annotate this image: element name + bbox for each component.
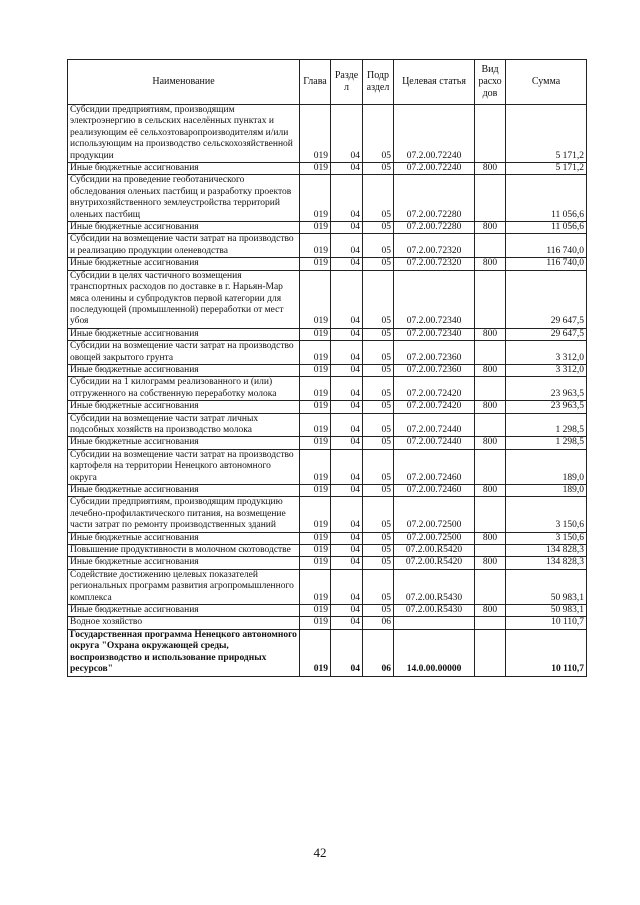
cell-sum: 23 963,5: [506, 401, 587, 413]
cell-razdel: 04: [331, 437, 363, 449]
cell-target: 14.0.00.00000: [394, 629, 475, 676]
cell-glava: 019: [300, 105, 331, 163]
cell-glava: 019: [300, 175, 331, 222]
cell-name: Субсидии на возмещение части затрат личных подсобных хозяйств на производство молока: [68, 413, 300, 437]
cell-name: Государственная программа Ненецкого автономного округа "Охрана окружающей среды, воспроизводство и использование природных ресурсов": [68, 629, 300, 676]
cell-podrazdel: 05: [363, 234, 394, 258]
cell-podrazdel: 05: [363, 270, 394, 328]
cell-sum: 5 171,2: [506, 105, 587, 163]
table-row: [68, 437, 587, 449]
cell-razdel: 04: [331, 545, 363, 557]
cell-razdel: 04: [331, 532, 363, 544]
cell-razdel: 04: [331, 605, 363, 617]
cell-name: Иные бюджетные ассигнования: [68, 222, 300, 234]
cell-vid: [475, 105, 506, 163]
header-target: Целевая статья: [394, 60, 475, 105]
cell-sum: 10 110,7: [506, 629, 587, 676]
table-row: [68, 545, 587, 557]
cell-sum: 1 298,5: [506, 413, 587, 437]
cell-podrazdel: 05: [363, 437, 394, 449]
cell-target: 07.2.00.72320: [394, 258, 475, 270]
cell-podrazdel: 05: [363, 377, 394, 401]
cell-glava: 019: [300, 545, 331, 557]
cell-sum: 11 056,6: [506, 222, 587, 234]
cell-razdel: 04: [331, 497, 363, 532]
cell-razdel: 04: [331, 629, 363, 676]
cell-name: Иные бюджетные ассигнования: [68, 364, 300, 376]
cell-vid: [475, 175, 506, 222]
cell-name: Субсидии на 1 килограмм реализованного и (или) отгруженного на собственную переработку молока: [68, 377, 300, 401]
table-row: [68, 449, 587, 484]
cell-target: 07.2.00.72500: [394, 532, 475, 544]
cell-vid: 800: [475, 163, 506, 175]
cell-sum: 29 647,5: [506, 270, 587, 328]
cell-sum: 11 056,6: [506, 175, 587, 222]
cell-sum: 189,0: [506, 485, 587, 497]
cell-podrazdel: 05: [363, 569, 394, 604]
header-sum: Сумма: [506, 60, 587, 105]
cell-vid: 800: [475, 605, 506, 617]
cell-name: Субсидии на проведение геоботанического обследования оленьих пастбищ и разработку проектов внутрихозяйственного землеустройства территорий оленьих пастбищ: [68, 175, 300, 222]
table-row: [68, 401, 587, 413]
cell-vid: [475, 377, 506, 401]
cell-razdel: 04: [331, 377, 363, 401]
cell-vid: [475, 270, 506, 328]
cell-podrazdel: 05: [363, 605, 394, 617]
cell-glava: 019: [300, 605, 331, 617]
header-podrazdel: Подр аздел: [363, 60, 394, 105]
table-row: [68, 497, 587, 532]
cell-name: Иные бюджетные ассигнования: [68, 485, 300, 497]
cell-target: 07.2.00.72360: [394, 364, 475, 376]
cell-razdel: 04: [331, 105, 363, 163]
cell-target: 07.2.00.72340: [394, 328, 475, 340]
cell-vid: [475, 545, 506, 557]
cell-podrazdel: 05: [363, 557, 394, 569]
cell-razdel: 04: [331, 364, 363, 376]
cell-name: Иные бюджетные ассигнования: [68, 605, 300, 617]
cell-target: 07.2.00.72280: [394, 222, 475, 234]
cell-name: Содействие достижению целевых показателей региональных программ развития агропромышленного комплекса: [68, 569, 300, 604]
cell-target: [394, 617, 475, 629]
cell-podrazdel: 05: [363, 485, 394, 497]
cell-razdel: 04: [331, 175, 363, 222]
cell-sum: 50 983,1: [506, 569, 587, 604]
cell-glava: 019: [300, 401, 331, 413]
cell-vid: 800: [475, 485, 506, 497]
cell-podrazdel: 05: [363, 497, 394, 532]
cell-glava: 019: [300, 449, 331, 484]
cell-vid: 800: [475, 532, 506, 544]
cell-target: 07.2.00.R5430: [394, 605, 475, 617]
cell-glava: 019: [300, 617, 331, 629]
table-row: [68, 364, 587, 376]
table-row: [68, 605, 587, 617]
cell-name: Субсидии предприятиям, производящим продукцию лечебно-профилактического питания, на возмещение части затрат по ремонту производственных зданий: [68, 497, 300, 532]
cell-sum: 3 150,6: [506, 497, 587, 532]
cell-vid: 800: [475, 437, 506, 449]
cell-glava: 019: [300, 413, 331, 437]
cell-razdel: 04: [331, 569, 363, 604]
cell-vid: [475, 629, 506, 676]
header-razdel: Разде л: [331, 60, 363, 105]
cell-name: Субсидии на возмещение части затрат на производство овощей закрытого грунта: [68, 341, 300, 365]
cell-vid: [475, 449, 506, 484]
cell-podrazdel: 06: [363, 617, 394, 629]
cell-vid: 800: [475, 328, 506, 340]
cell-vid: 800: [475, 364, 506, 376]
cell-target: 07.2.00.R5420: [394, 545, 475, 557]
table-row: [68, 270, 587, 328]
cell-razdel: 04: [331, 234, 363, 258]
table-row: [68, 328, 587, 340]
cell-vid: [475, 569, 506, 604]
cell-glava: 019: [300, 341, 331, 365]
cell-sum: 23 963,5: [506, 377, 587, 401]
cell-sum: 10 110,7: [506, 617, 587, 629]
cell-podrazdel: 05: [363, 449, 394, 484]
cell-target: 07.2.00.72280: [394, 175, 475, 222]
table-row: [68, 557, 587, 569]
cell-glava: 019: [300, 437, 331, 449]
cell-sum: 29 647,5: [506, 328, 587, 340]
table-row: [68, 532, 587, 544]
table-row: [68, 163, 587, 175]
cell-sum: 5 171,2: [506, 163, 587, 175]
cell-podrazdel: 05: [363, 175, 394, 222]
cell-razdel: 04: [331, 163, 363, 175]
cell-glava: 019: [300, 258, 331, 270]
table-row: [68, 629, 587, 676]
cell-vid: [475, 234, 506, 258]
cell-target: 07.2.00.72240: [394, 105, 475, 163]
cell-vid: 800: [475, 557, 506, 569]
cell-glava: 019: [300, 270, 331, 328]
cell-razdel: 04: [331, 222, 363, 234]
cell-razdel: 04: [331, 617, 363, 629]
header-name: Наименование: [68, 60, 300, 105]
cell-glava: 019: [300, 377, 331, 401]
cell-sum: 3 150,6: [506, 532, 587, 544]
cell-glava: 019: [300, 328, 331, 340]
table-row: [68, 485, 587, 497]
cell-razdel: 04: [331, 258, 363, 270]
cell-glava: 019: [300, 569, 331, 604]
table-row: [68, 258, 587, 270]
cell-name: Иные бюджетные ассигнования: [68, 557, 300, 569]
table-body: [68, 105, 587, 677]
cell-target: 07.2.00.R5430: [394, 569, 475, 604]
cell-glava: 019: [300, 364, 331, 376]
cell-glava: 019: [300, 485, 331, 497]
header-glava: Глава: [300, 60, 331, 105]
cell-name: Субсидии на возмещение части затрат на производство картофеля на территории Ненецкого автономного округа: [68, 449, 300, 484]
cell-target: 07.2.00.72340: [394, 270, 475, 328]
table-row: [68, 105, 587, 163]
cell-razdel: 04: [331, 449, 363, 484]
cell-podrazdel: 05: [363, 532, 394, 544]
cell-glava: 019: [300, 532, 331, 544]
cell-razdel: 04: [331, 557, 363, 569]
cell-podrazdel: 05: [363, 545, 394, 557]
budget-table: [67, 59, 587, 677]
cell-podrazdel: 05: [363, 105, 394, 163]
cell-target: 07.2.00.R5420: [394, 557, 475, 569]
page-number: 42: [313, 845, 327, 860]
cell-podrazdel: 05: [363, 413, 394, 437]
cell-sum: 134 828,3: [506, 557, 587, 569]
cell-vid: [475, 413, 506, 437]
cell-sum: 116 740,0: [506, 234, 587, 258]
header-vid: Вид расхо дов: [475, 60, 506, 105]
table-row: [68, 222, 587, 234]
cell-name: Иные бюджетные ассигнования: [68, 163, 300, 175]
cell-target: 07.2.00.72440: [394, 437, 475, 449]
cell-vid: 800: [475, 258, 506, 270]
cell-razdel: 04: [331, 485, 363, 497]
cell-podrazdel: 06: [363, 629, 394, 676]
table-row: [68, 617, 587, 629]
cell-podrazdel: 05: [363, 364, 394, 376]
cell-name: Иные бюджетные ассигнования: [68, 437, 300, 449]
cell-sum: 116 740,0: [506, 258, 587, 270]
cell-name: Иные бюджетные ассигнования: [68, 258, 300, 270]
cell-vid: [475, 617, 506, 629]
cell-razdel: 04: [331, 270, 363, 328]
cell-target: 07.2.00.72320: [394, 234, 475, 258]
cell-sum: 189,0: [506, 449, 587, 484]
cell-target: 07.2.00.72460: [394, 485, 475, 497]
table-row: [68, 569, 587, 604]
cell-glava: 019: [300, 222, 331, 234]
cell-podrazdel: 05: [363, 401, 394, 413]
table-row: [68, 377, 587, 401]
cell-name: Водное хозяйство: [68, 617, 300, 629]
cell-target: 07.2.00.72420: [394, 377, 475, 401]
table-row: [68, 175, 587, 222]
table-row: [68, 413, 587, 437]
cell-name: Повышение продуктивности в молочном скотоводстве: [68, 545, 300, 557]
cell-vid: [475, 341, 506, 365]
cell-glava: 019: [300, 163, 331, 175]
cell-target: 07.2.00.72500: [394, 497, 475, 532]
table-header-row: [68, 60, 587, 105]
cell-sum: 3 312,0: [506, 341, 587, 365]
cell-podrazdel: 05: [363, 258, 394, 270]
table-row: [68, 341, 587, 365]
cell-sum: 134 828,3: [506, 545, 587, 557]
cell-name: Субсидии предприятиям, производящим электроэнергию в сельских населённых пунктах и реализующим её сельхозтоваропроизводителям и/или использующим на производство сельскохозяйственной продукции: [68, 105, 300, 163]
cell-name: Иные бюджетные ассигнования: [68, 401, 300, 413]
cell-target: 07.2.00.72240: [394, 163, 475, 175]
cell-sum: 3 312,0: [506, 364, 587, 376]
cell-sum: 50 983,1: [506, 605, 587, 617]
cell-razdel: 04: [331, 328, 363, 340]
cell-name: Субсидии на возмещение части затрат на производство и реализацию продукции оленеводства: [68, 234, 300, 258]
cell-target: 07.2.00.72440: [394, 413, 475, 437]
cell-sum: 1 298,5: [506, 437, 587, 449]
table-row: [68, 234, 587, 258]
cell-name: Иные бюджетные ассигнования: [68, 328, 300, 340]
cell-vid: 800: [475, 222, 506, 234]
cell-podrazdel: 05: [363, 163, 394, 175]
cell-podrazdel: 05: [363, 222, 394, 234]
cell-name: Субсидии в целях частичного возмещения транспортных расходов по доставке в г. Нарьян-Мар мяса оленины и субпродуктов первой категории для последующей (промышленной) переработки от мест убоя: [68, 270, 300, 328]
cell-target: 07.2.00.72460: [394, 449, 475, 484]
cell-vid: [475, 497, 506, 532]
cell-name: Иные бюджетные ассигнования: [68, 532, 300, 544]
cell-razdel: 04: [331, 413, 363, 437]
cell-target: 07.2.00.72360: [394, 341, 475, 365]
cell-glava: 019: [300, 557, 331, 569]
cell-razdel: 04: [331, 341, 363, 365]
cell-vid: 800: [475, 401, 506, 413]
cell-glava: 019: [300, 497, 331, 532]
cell-glava: 019: [300, 234, 331, 258]
cell-glava: 019: [300, 629, 331, 676]
cell-podrazdel: 05: [363, 328, 394, 340]
cell-target: 07.2.00.72420: [394, 401, 475, 413]
cell-razdel: 04: [331, 401, 363, 413]
cell-podrazdel: 05: [363, 341, 394, 365]
